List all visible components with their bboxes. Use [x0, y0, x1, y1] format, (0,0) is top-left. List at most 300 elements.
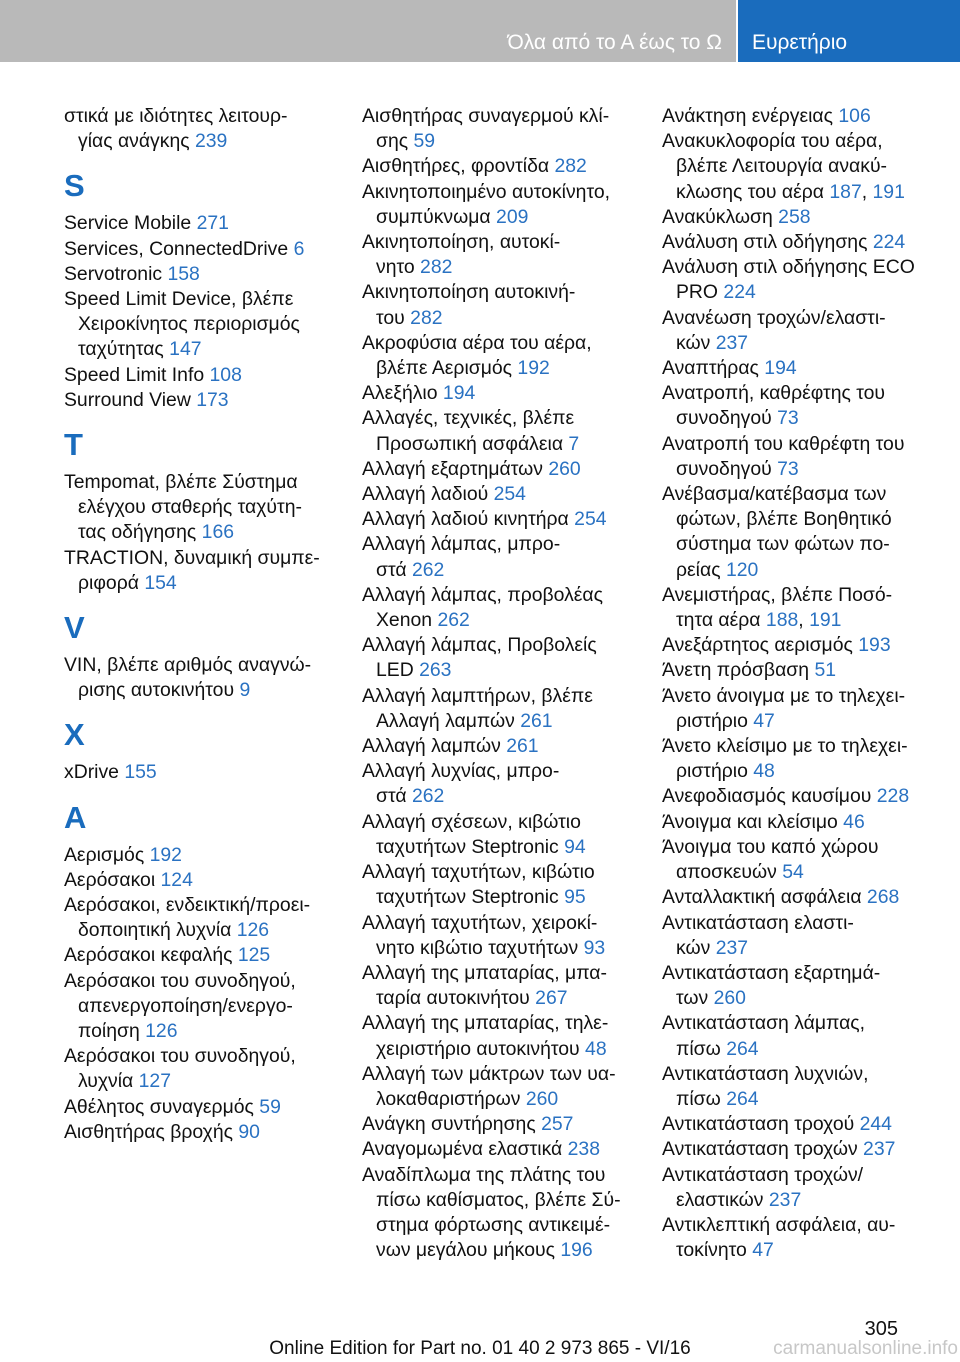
- index-entry-text: Αντικατάσταση εξαρτημά-: [662, 961, 881, 984]
- index-entry-line: [662, 104, 954, 129]
- index-entry-text: Services, ConnectedDrive: [64, 237, 294, 260]
- page-reference-link[interactable]: 262: [411, 785, 445, 808]
- index-entry-line: [64, 1069, 356, 1094]
- index-entry-line: [362, 759, 654, 784]
- index-entry-line: [362, 1037, 654, 1062]
- page-reference-link[interactable]: 263: [419, 659, 452, 682]
- page-reference-link[interactable]: 264: [726, 1087, 759, 1110]
- index-entry-text: Αλλαγή λάμπας, Προβολείς: [362, 634, 597, 657]
- index-entry: [64, 868, 356, 893]
- index-entry-text: δοποιητική λυχνία: [78, 919, 237, 942]
- index-entry-line: [362, 507, 654, 532]
- index-entry-text: Αλλαγή λαδιού: [362, 483, 494, 506]
- index-entry-line: [662, 1037, 954, 1062]
- page-reference-link[interactable]: 264: [726, 1037, 759, 1060]
- index-entry-text: Αντικατάσταση τροχών/: [662, 1163, 864, 1186]
- page-reference-link[interactable]: 209: [496, 205, 529, 228]
- page-reference-link[interactable]: 7: [568, 432, 580, 455]
- index-entry-text: στά: [376, 558, 412, 581]
- index-entry-line: [662, 986, 954, 1011]
- index-entry: [362, 104, 654, 154]
- index-entry: [662, 633, 954, 658]
- index-entry: [662, 885, 954, 910]
- page-reference-link[interactable]: 47: [753, 709, 775, 732]
- page-reference-link[interactable]: 127: [138, 1070, 171, 1093]
- index-entry-line: [662, 306, 954, 331]
- page-reference-link[interactable]: 282: [420, 256, 453, 279]
- index-entry: [64, 262, 356, 287]
- index-entry-text: Xenon: [376, 609, 438, 632]
- index-entry-text: Αθέλητος συναγερμός: [64, 1095, 260, 1118]
- page-reference-link[interactable]: 260: [713, 987, 746, 1010]
- index-entry-text: Ανάγκη συντήρησης: [362, 1113, 542, 1136]
- index-entry-line: [362, 961, 654, 986]
- index-entry-line: [362, 1087, 654, 1112]
- index-entry-text: βλέπε Λειτουργία ανακύ-: [676, 155, 888, 178]
- chapter-tab: [738, 0, 960, 62]
- index-entry: [64, 388, 356, 413]
- index-entry-text: Αλλαγή των μάκτρων των υα-: [362, 1062, 616, 1085]
- index-entry-line: [662, 1238, 954, 1263]
- index-entry-text: Αερισμός: [64, 843, 150, 866]
- index-entry: [362, 810, 654, 860]
- index-letter-heading: V: [64, 610, 85, 646]
- page-reference-link[interactable]: 9: [239, 679, 251, 702]
- page-number: 305: [864, 1318, 898, 1340]
- index-entry: [662, 835, 954, 885]
- index-entry-text: Ανέβασμα/κατέβασμα των: [662, 483, 887, 506]
- index-entry-line: [662, 230, 954, 255]
- index-entry: [362, 911, 654, 961]
- index-entry: [362, 532, 654, 582]
- index-entry-line: [64, 868, 356, 893]
- page-reference-link[interactable]: 59: [413, 130, 436, 153]
- page-reference-link[interactable]: 271: [196, 212, 229, 235]
- page-reference-link[interactable]: 262: [437, 609, 470, 632]
- index-entry-text: του: [376, 306, 411, 329]
- page-reference-link[interactable]: 188: [765, 609, 799, 632]
- index-entry-text: σης: [376, 130, 414, 153]
- page-reference-link[interactable]: 268: [866, 886, 900, 909]
- index-entry-text: απενεργοποίηση/ενεργο-: [78, 994, 293, 1017]
- index-entry: [362, 482, 654, 507]
- index-entry-text: κλωσης του αέρα: [676, 180, 830, 203]
- index-entry: [662, 356, 954, 381]
- index-entry-line: [64, 1044, 356, 1069]
- index-entry-text: Αισθητήρες, φροντίδα: [362, 155, 555, 178]
- page-reference-link[interactable]: 194: [442, 382, 476, 405]
- index-entry: [362, 154, 654, 179]
- index-entry-line: [662, 1062, 954, 1087]
- index-entry-text: στικά με ιδιότητες λειτουρ-: [64, 105, 288, 127]
- index-entry-text: Ακινητοποιημένο αυτοκίνητο,: [362, 180, 610, 203]
- index-entry: [662, 911, 954, 961]
- index-entry-line: [662, 1011, 954, 1036]
- page-reference-link[interactable]: 237: [715, 936, 749, 959]
- section-title: Όλα από το Α έως το Ω: [507, 31, 722, 54]
- page-reference-link[interactable]: 228: [876, 785, 910, 808]
- index-entry-line: [662, 759, 954, 784]
- index-entry: [64, 237, 356, 262]
- index-entry: [362, 633, 654, 683]
- page-reference-link[interactable]: 158: [167, 262, 200, 285]
- index-entry: [64, 211, 356, 236]
- index-entry-text: ριφορά: [78, 571, 145, 594]
- index-entry-text: ταρία αυτοκινήτου: [376, 987, 536, 1010]
- index-entry: [64, 1095, 356, 1120]
- index-entry: [662, 810, 954, 835]
- page-reference-link[interactable]: 46: [843, 810, 865, 833]
- index-entry: [662, 1062, 954, 1112]
- index-entry-line: [662, 1137, 954, 1162]
- index-entry: [64, 760, 356, 785]
- page-reference-link[interactable]: 73: [777, 407, 799, 430]
- index-entry-line: [662, 331, 954, 356]
- page-reference-link[interactable]: 126: [236, 919, 270, 942]
- page-reference-link[interactable]: 224: [723, 281, 756, 304]
- index-entry-text: Surround View: [64, 388, 197, 411]
- index-entry-line: [362, 1163, 654, 1188]
- index-entry-line: [362, 633, 654, 658]
- index-entry: [662, 230, 954, 255]
- index-entry-text: Αλεξήλιο: [362, 382, 443, 405]
- index-entry-text: Ανεξάρτητος αερισμός: [662, 634, 859, 657]
- page-reference-link[interactable]: 94: [564, 835, 586, 858]
- index-entry-text: ταχυτήτων Steptronic: [376, 886, 565, 909]
- page-reference-link[interactable]: 191: [809, 609, 842, 632]
- index-entry-text: λυχνία: [78, 1070, 139, 1093]
- index-entry: [362, 230, 654, 280]
- index-entry-text: Ανεφοδιασμός καυσίμου: [662, 785, 877, 808]
- index-entry: [64, 1120, 356, 1145]
- index-entry-text: Αλλαγή λαμπών: [362, 735, 507, 758]
- index-entry-line: [362, 230, 654, 255]
- index-entry-text: ελαστικών: [676, 1188, 769, 1211]
- index-entry-text: Ανακύκλωση: [662, 205, 779, 228]
- index-entry-line: [64, 129, 356, 154]
- index-entry-line: [662, 608, 954, 633]
- index-entry-text: φώτων, βλέπε Βοηθητικό: [676, 508, 892, 531]
- index-entry-text: VIN, βλέπε αριθμός αναγνώ-: [64, 654, 312, 677]
- page-reference-link[interactable]: 254: [574, 508, 607, 531]
- index-entry: [64, 470, 356, 546]
- index-column-2: [362, 104, 654, 1263]
- index-entry-line: [64, 678, 356, 703]
- page-reference-link[interactable]: 48: [585, 1037, 607, 1060]
- page-reference-link[interactable]: 257: [541, 1113, 574, 1136]
- index-entry-line: [362, 658, 654, 683]
- page-reference-link[interactable]: 224: [872, 231, 906, 254]
- index-entry-text: Αντικατάσταση λυχνιών,: [662, 1062, 869, 1085]
- index-entry-text: Αντικατάσταση ελαστι-: [662, 911, 854, 934]
- page-reference-link[interactable]: 237: [715, 331, 749, 354]
- index-entry-text: Tempomat, βλέπε Σύστημα: [64, 471, 298, 494]
- index-entry-text: Αντικατάσταση λάμπας,: [662, 1012, 866, 1035]
- index-entry-text: Αερόσακοι κεφαλής: [64, 944, 238, 967]
- index-entry-line: [64, 237, 356, 262]
- index-entry-line: [662, 784, 954, 809]
- page-reference-link[interactable]: 260: [548, 457, 581, 480]
- index-entry-line: [662, 860, 954, 885]
- index-entry: [662, 961, 954, 1011]
- index-entry: [362, 381, 654, 406]
- index-entry-line: [662, 810, 954, 835]
- index-entry-text: PRO: [676, 281, 724, 304]
- index-entry-text: Αερόσακοι: [64, 868, 161, 891]
- page-reference-link[interactable]: 239: [194, 130, 228, 153]
- index-entry-text: ριστήριο: [676, 760, 754, 783]
- index-entry-text: τητα αέρα: [676, 609, 766, 632]
- index-entry: [64, 969, 356, 1045]
- index-entry-line: [662, 734, 954, 759]
- index-entry-line: [64, 546, 356, 571]
- index-entry: [64, 546, 356, 596]
- page-reference-link[interactable]: 258: [778, 205, 811, 228]
- index-entry: [64, 1044, 356, 1094]
- index-entry-text: Αλλαγή της μπαταρίας, μπα-: [362, 961, 607, 984]
- index-entry-line: [662, 1163, 954, 1188]
- page-reference-link[interactable]: 238: [567, 1138, 600, 1161]
- page-reference-link[interactable]: 120: [725, 558, 759, 581]
- page-reference-link[interactable]: 261: [520, 709, 553, 732]
- index-entry-line: [662, 835, 954, 860]
- page-reference-link[interactable]: 237: [768, 1188, 802, 1211]
- index-entry-line: [362, 129, 654, 154]
- index-entry-line: [662, 658, 954, 683]
- index-entry-text: Αντικατάσταση τροχών: [662, 1138, 864, 1161]
- index-entry-line: [662, 1112, 954, 1137]
- page-reference-link[interactable]: 282: [410, 306, 443, 329]
- index-entry-text: Προσωπική ασφάλεια: [376, 432, 569, 455]
- page-reference-link[interactable]: 166: [201, 521, 235, 544]
- index-entry-text: συνοδηγού: [676, 457, 778, 480]
- page-separator: ,: [861, 180, 873, 203]
- index-entry-text: στά: [376, 785, 412, 808]
- index-entry-text: ρισης αυτοκινήτου: [78, 679, 240, 702]
- page-reference-link[interactable]: 260: [525, 1087, 559, 1110]
- page-reference-link[interactable]: 106: [838, 105, 871, 127]
- index-entry-line: [362, 583, 654, 608]
- index-entry-text: πίσω: [676, 1037, 727, 1060]
- index-entry-line: [662, 936, 954, 961]
- page-reference-link[interactable]: 192: [517, 357, 550, 380]
- page-reference-link[interactable]: 73: [777, 457, 799, 480]
- index-entry-line: [362, 356, 654, 381]
- index-entry-line: [362, 1137, 654, 1162]
- index-entry-text: στημα φόρτωσης αντικειμέ-: [376, 1213, 611, 1236]
- index-entry-text: λοκαθαριστήρων: [376, 1087, 526, 1110]
- index-entry-line: [662, 1213, 954, 1238]
- page-reference-link[interactable]: 254: [493, 483, 526, 506]
- index-entry-text: Ανατροπή του καθρέφτη του: [662, 432, 905, 455]
- index-entry: [662, 255, 954, 305]
- index-entry: [362, 1137, 654, 1162]
- index-entry-line: [362, 1213, 654, 1238]
- page-reference-link[interactable]: 244: [859, 1113, 892, 1136]
- index-entry-text: βλέπε Αερισμός: [376, 357, 518, 380]
- index-entry: [362, 759, 654, 809]
- index-entry-line: [662, 457, 954, 482]
- index-entry: [662, 104, 954, 129]
- index-entry-text: Αναδίπλωμα της πλάτης του: [362, 1163, 606, 1186]
- index-entry: [662, 381, 954, 431]
- index-entry-line: [662, 911, 954, 936]
- index-entry-text: Αναγομωμένα ελαστικά: [362, 1138, 568, 1161]
- index-entry-line: [64, 287, 356, 312]
- index-entry-text: Ανάκτηση ενέργειας: [662, 105, 839, 127]
- page-reference-link[interactable]: 187: [829, 180, 862, 203]
- index-entry: [362, 457, 654, 482]
- index-entry: [362, 280, 654, 330]
- index-entry: [362, 961, 654, 1011]
- index-entry-line: [64, 1120, 356, 1145]
- watermark: carmanualsonline.info: [773, 1338, 958, 1359]
- index-entry-line: [662, 154, 954, 179]
- page-reference-link[interactable]: 173: [196, 388, 229, 411]
- index-entry-line: [662, 381, 954, 406]
- index-entry-line: [362, 885, 654, 910]
- index-entry-line: [362, 205, 654, 230]
- index-entry-line: [662, 885, 954, 910]
- index-entry-line: [662, 532, 954, 557]
- index-entry: [362, 1112, 654, 1137]
- index-entry-text: Αλλαγή ταχυτήτων, κιβώτιο: [362, 861, 595, 884]
- index-entry-text: Ανανέωση τροχών/ελαστι-: [662, 306, 886, 329]
- page-reference-link[interactable]: 155: [124, 761, 157, 784]
- page-reference-link[interactable]: 267: [535, 987, 568, 1010]
- index-entry-line: [662, 684, 954, 709]
- page-reference-link[interactable]: 6: [293, 237, 305, 260]
- index-entry: [64, 893, 356, 943]
- index-entry-line: [662, 709, 954, 734]
- index-entry-text: γίας ανάγκης: [78, 130, 195, 153]
- index-entry: [362, 1163, 654, 1264]
- index-entry-text: ταχυτήτων Steptronic: [376, 835, 565, 858]
- index-entry-line: [362, 986, 654, 1011]
- page-reference-link[interactable]: 108: [209, 363, 242, 386]
- index-entry-text: Αλλαγές, τεχνικές, βλέπε: [362, 407, 575, 430]
- index-entry-text: Αλλαγή της μπαταρίας, τηλε-: [362, 1012, 609, 1035]
- page-reference-link[interactable]: 194: [764, 357, 797, 380]
- page-reference-link[interactable]: 124: [160, 868, 193, 891]
- index-column-3: [662, 104, 954, 1263]
- index-entry: [662, 734, 954, 784]
- index-entry-line: [64, 653, 356, 678]
- index-entry-text: Αερόσακοι, ενδεικτική/προει-: [64, 894, 311, 917]
- index-entry-line: [362, 406, 654, 431]
- index-entry-text: Speed Limit Info: [64, 363, 210, 386]
- page-reference-link[interactable]: 237: [863, 1138, 896, 1161]
- index-entry-text: Αντικατάσταση τροχού: [662, 1113, 860, 1136]
- page-reference-link[interactable]: 126: [145, 1020, 178, 1043]
- index-entry-line: [662, 432, 954, 457]
- index-entry-text: Speed Limit Device, βλέπε: [64, 288, 294, 311]
- page-reference-link[interactable]: 125: [237, 944, 271, 967]
- index-entry-line: [64, 969, 356, 994]
- index-entry-line: [64, 104, 356, 129]
- page-reference-link[interactable]: 282: [554, 155, 587, 178]
- index-entry-text: ποίηση: [78, 1020, 146, 1043]
- page-reference-link[interactable]: 48: [753, 760, 775, 783]
- page-reference-link[interactable]: 262: [411, 558, 445, 581]
- page-reference-link[interactable]: 261: [506, 735, 539, 758]
- index-entry-line: [362, 306, 654, 331]
- index-entry: [362, 507, 654, 532]
- index-entry-line: [362, 734, 654, 759]
- index-entry-line: [662, 406, 954, 431]
- page-reference-link[interactable]: 191: [872, 180, 905, 203]
- index-entry-line: [662, 180, 954, 205]
- index-entry: [362, 734, 654, 759]
- index-entry: [662, 684, 954, 734]
- index-entry-line: [362, 860, 654, 885]
- index-entry: [662, 1011, 954, 1061]
- index-entry-line: [362, 1011, 654, 1036]
- index-entry-text: συμπύκνωμα: [376, 205, 497, 228]
- index-entry-line: [662, 558, 954, 583]
- index-entry-line: [64, 1019, 356, 1044]
- index-letter-heading: A: [64, 799, 87, 835]
- index-entry-line: [362, 532, 654, 557]
- index-entry-text: Αλλαγή ταχυτήτων, χειροκί-: [362, 911, 598, 934]
- index-entry-text: Ανατροπή, καθρέφτης του: [662, 382, 886, 405]
- index-entry-text: Service Mobile: [64, 212, 197, 235]
- page-reference-link[interactable]: 54: [782, 861, 804, 884]
- index-entry-line: [662, 961, 954, 986]
- index-entry-line: [64, 337, 356, 362]
- index-entry-line: [662, 280, 954, 305]
- page-reference-link[interactable]: 95: [564, 886, 586, 909]
- index-entry-text: Ανάλυση στιλ οδήγησης: [662, 231, 873, 254]
- index-entry: [64, 363, 356, 388]
- index-entry: [662, 1137, 954, 1162]
- page-reference-link[interactable]: 47: [752, 1239, 774, 1262]
- index-entry-text: Αλλαγή λυχνίας, μπρο-: [362, 760, 560, 783]
- index-entry-line: [64, 470, 356, 495]
- index-entry-line: [662, 1087, 954, 1112]
- page-reference-link[interactable]: 93: [583, 936, 606, 959]
- index-entry: [362, 583, 654, 633]
- index-entry-text: Άνετο άνοιγμα με το τηλεχει-: [662, 684, 906, 707]
- index-entry-line: [64, 388, 356, 413]
- page-reference-link[interactable]: 154: [144, 571, 177, 594]
- index-entry-line: [64, 262, 356, 287]
- page-reference-link[interactable]: 51: [814, 659, 837, 682]
- page-reference-link[interactable]: 192: [149, 843, 182, 866]
- index-entry-line: [662, 205, 954, 230]
- page-reference-link[interactable]: 193: [858, 634, 891, 657]
- edition-line: Online Edition for Part no. 01 40 2 973 865 - VI/16: [269, 1338, 691, 1359]
- index-entry-line: [362, 331, 654, 356]
- index-entry: [662, 432, 954, 482]
- index-entry-line: [362, 835, 654, 860]
- index-entry-text: Ανταλλακτική ασφάλεια: [662, 886, 867, 909]
- index-letter-heading: T: [64, 427, 83, 463]
- index-entry-text: Αισθητήρας συναγερμού κλί-: [362, 105, 610, 127]
- index-entry-text: Αλλαγή εξαρτημάτων: [362, 457, 549, 480]
- page-reference-link[interactable]: 59: [259, 1095, 281, 1118]
- index-entry-line: [362, 280, 654, 305]
- index-entry-text: συνοδηγού: [676, 407, 778, 430]
- page-reference-link[interactable]: 90: [238, 1120, 260, 1143]
- index-entry-line: [64, 893, 356, 918]
- index-entry: [662, 482, 954, 583]
- page-reference-link[interactable]: 196: [560, 1239, 593, 1262]
- index-entry-text: LED: [376, 659, 420, 682]
- page-reference-link[interactable]: 147: [169, 338, 202, 361]
- index-entry: [362, 1011, 654, 1061]
- index-entry-line: [362, 709, 654, 734]
